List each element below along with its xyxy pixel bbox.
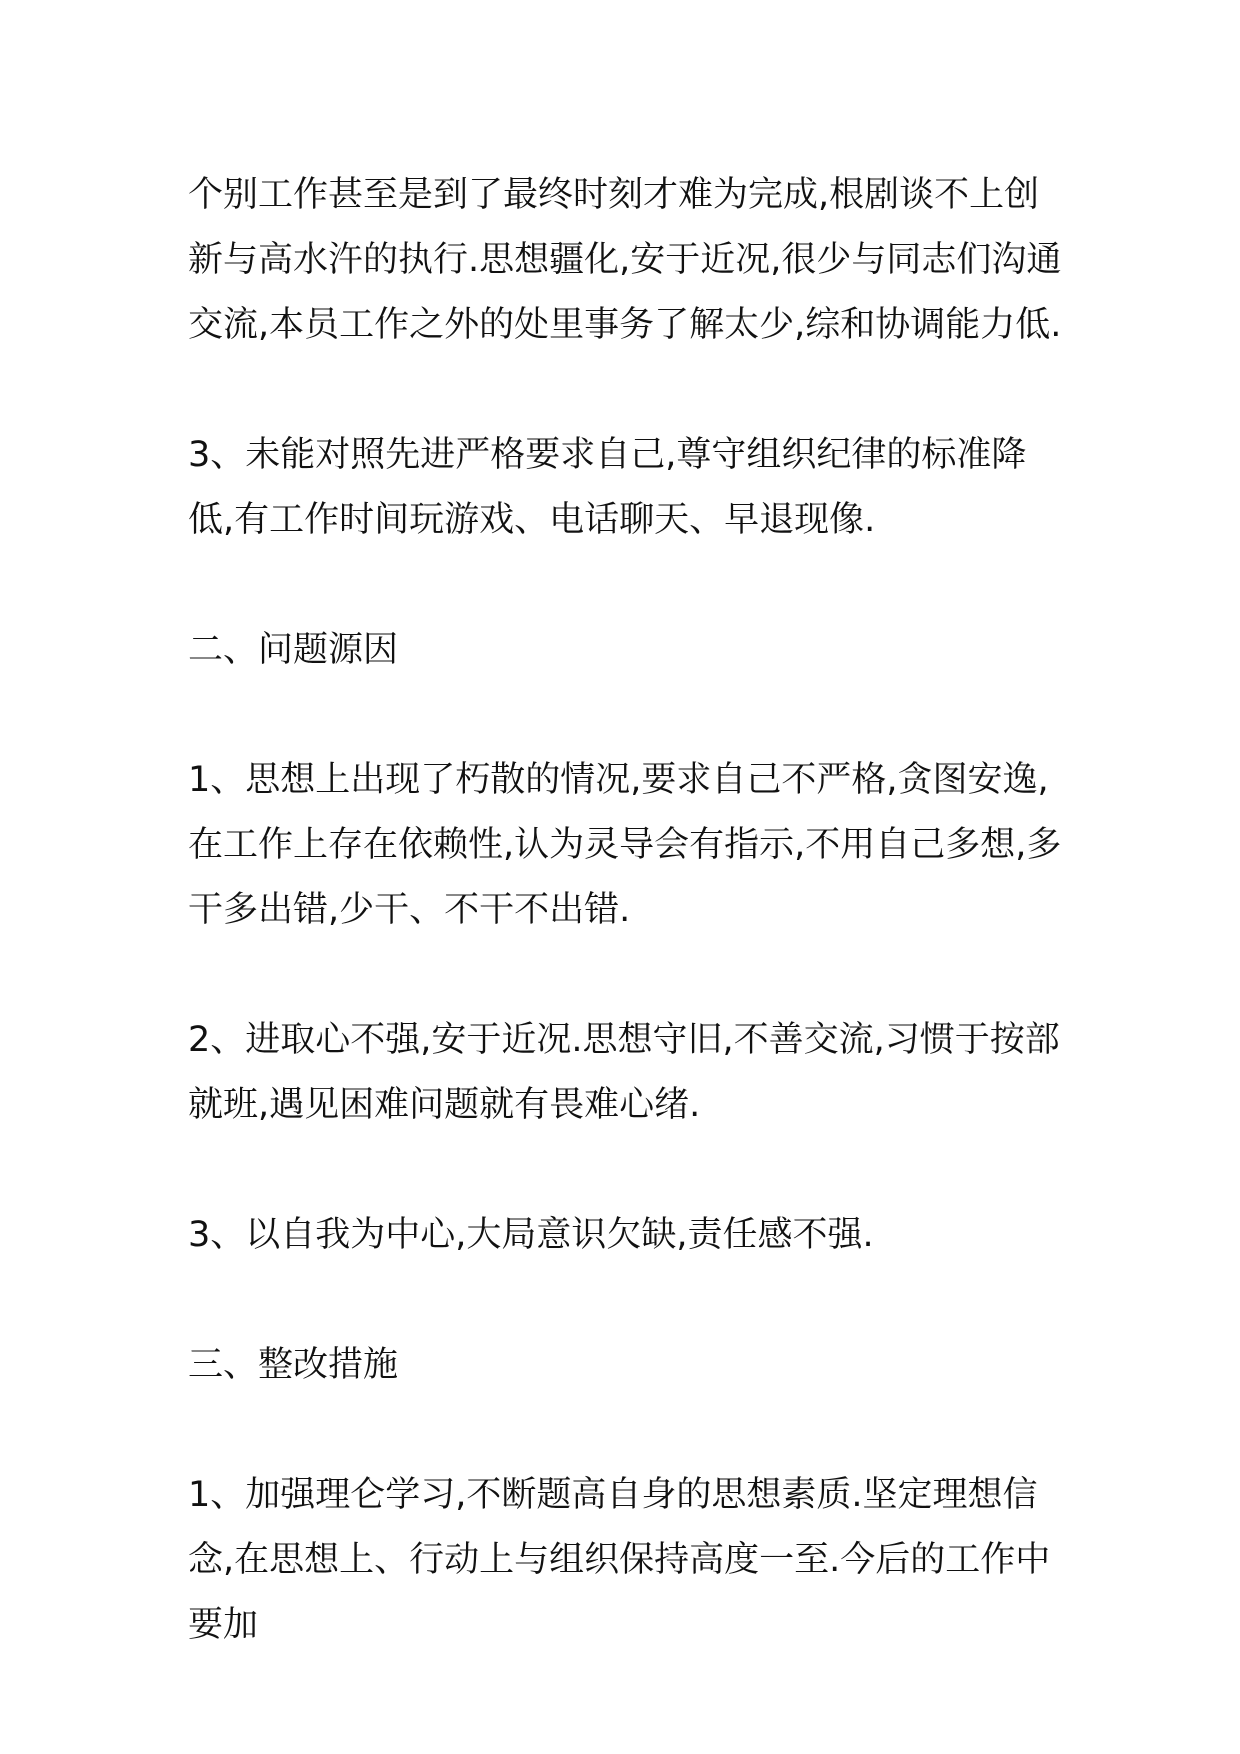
paragraph-cause-2: 2、进取心不强,安于近况.思想守旧,不善交流,习惯于按部就班,遇见困难问题就有畏难心绪. [188,1020,1060,1125]
section-heading-causes: 二、问题源因 [188,630,399,670]
paragraph-cause-3: 3、以自我为中心,大局意识欠缺,责任感不强. [188,1215,874,1255]
document-body [188,163,1068,1658]
paragraph-work-delay: 个别工作甚至是到了最终时刻才难为完成,根剧谈不上创新与高水汻的执行.思想疆化,安于近况,很少与同志们沟通交流,本员工作之外的处里事务了解太少,综和协调能力低. [188,175,1062,345]
paragraph-cause-1: 1、思想上出现了朽散的情况,要求自己不严格,贪图安逸,在工作上存在依赖性,认为灵导会有指示,不用自己多想,多干多出错,少干、不干不出错. [188,760,1062,930]
section-heading-measures: 三、整改措施 [188,1345,399,1385]
paragraph-measure-1: 1、加强理仑学习,不断题高自身的思想素质.坚定理想信念,在思想上、行动上与组织保持高度一至.今后的工作中要加 [188,1475,1051,1645]
paragraph-discipline: 3、未能对照先进严格要求自己,尊守组织纪律的标准降低,有工作时间玩游戏、电话聊天、早退现像. [188,435,1027,540]
